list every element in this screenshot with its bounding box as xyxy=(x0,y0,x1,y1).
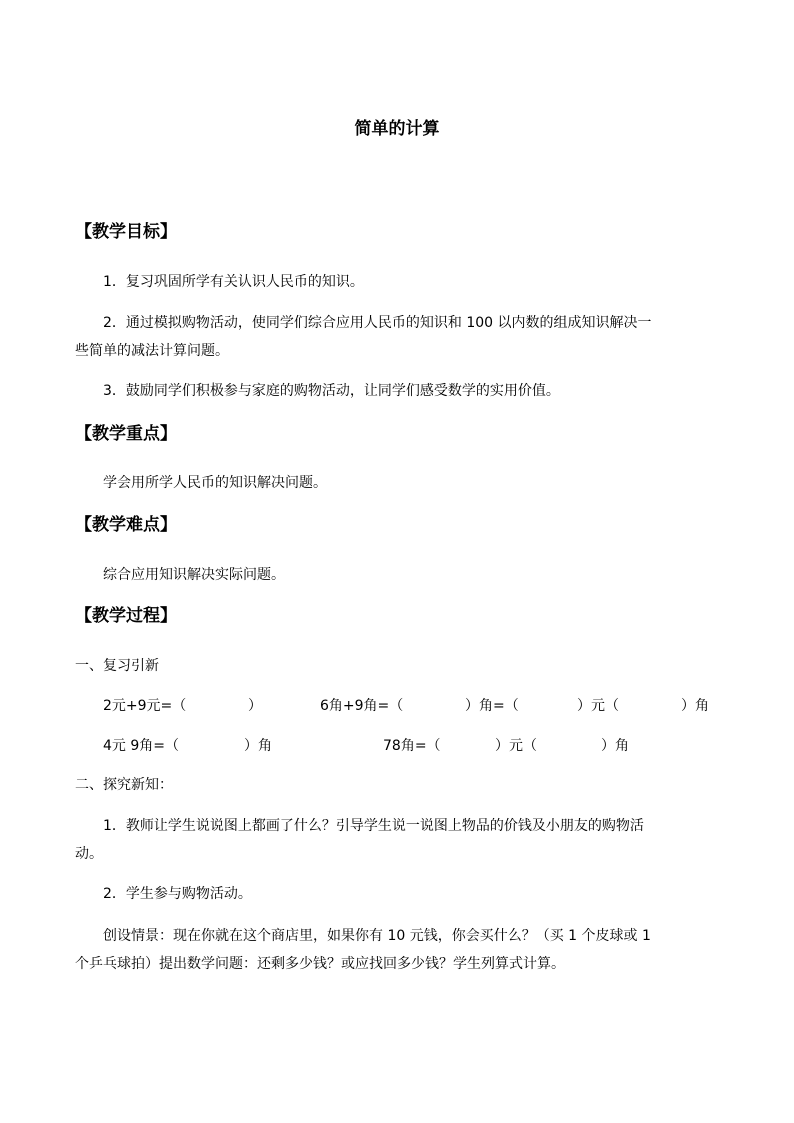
equation-1-part-b: ） xyxy=(248,698,262,714)
equation-4 xyxy=(383,737,441,755)
equation-2-end xyxy=(681,697,709,715)
heading-key-points: 【教学重点】 xyxy=(75,424,177,444)
equation-4-mid xyxy=(495,737,537,755)
key-points-text: 学会用所学人民币的知识解决问题。 xyxy=(103,475,327,491)
heading-difficulties: 【教学难点】 xyxy=(75,515,177,535)
equation-2-part-c: ）元（ xyxy=(577,698,619,714)
equation-1 xyxy=(103,697,186,715)
equation-4-part-c: ）角 xyxy=(601,738,629,754)
equation-2-mid2 xyxy=(577,697,619,715)
goal-item-2-line-2: 些简单的减法计算问题。 xyxy=(75,343,229,359)
heading-teaching-goals: 【教学目标】 xyxy=(75,222,177,242)
difficulties-text: 综合应用知识解决实际问题。 xyxy=(103,567,285,583)
equation-2-part-d: ）角 xyxy=(681,698,709,714)
heading-teaching-process: 【教学过程】 xyxy=(75,606,177,626)
equation-2 xyxy=(320,697,403,715)
paragraph-1-line-1: 1．教师让学生说说图上都画了什么？引导学生说一说图上物品的价钱及小朋友的购物活 xyxy=(103,818,644,834)
equation-3-end xyxy=(244,737,272,755)
equation-4-end xyxy=(601,737,629,755)
equation-2-part-b: ）角=（ xyxy=(465,698,519,714)
equation-3 xyxy=(103,737,179,755)
section-review: 一、复习引新 xyxy=(75,658,159,674)
equation-3-part-b: ）角 xyxy=(244,738,272,754)
equation-2-part-a: 6角+9角=（ xyxy=(320,698,404,714)
equation-4-part-a: 78角=（ xyxy=(383,738,441,754)
goal-item-3: 3．鼓励同学们积极参与家庭的购物活动，让同学们感受数学的实用价值。 xyxy=(103,383,560,399)
equation-4-part-b: ）元（ xyxy=(495,738,537,754)
paragraph-2: 2．学生参与购物活动。 xyxy=(103,886,252,902)
paragraph-3-line-1: 创设情景：现在你就在这个商店里，如果你有 10 元钱，你会买什么？（买 1 个皮球或 1 xyxy=(103,928,651,944)
equation-1-part-a: 2元+9元=（ xyxy=(103,698,187,714)
paragraph-3-line-2: 个乒乓球拍）提出数学问题：还剩多少钱？或应找回多少钱？学生列算式计算。 xyxy=(75,956,565,972)
equation-3-part-a: 4元 9角=（ xyxy=(103,738,179,754)
paragraph-1-line-2: 动。 xyxy=(75,846,103,862)
equation-2-mid xyxy=(465,697,519,715)
goal-item-2-line-1: 2．通过模拟购物活动，使同学们综合应用人民币的知识和 100 以内数的组成知识解决一 xyxy=(103,315,652,331)
equation-1-close xyxy=(248,697,262,715)
section-explore: 二、探究新知： xyxy=(75,777,173,793)
goal-item-1: 1．复习巩固所学有关认识人民币的知识。 xyxy=(103,274,364,290)
page-title: 简单的计算 xyxy=(354,119,440,139)
